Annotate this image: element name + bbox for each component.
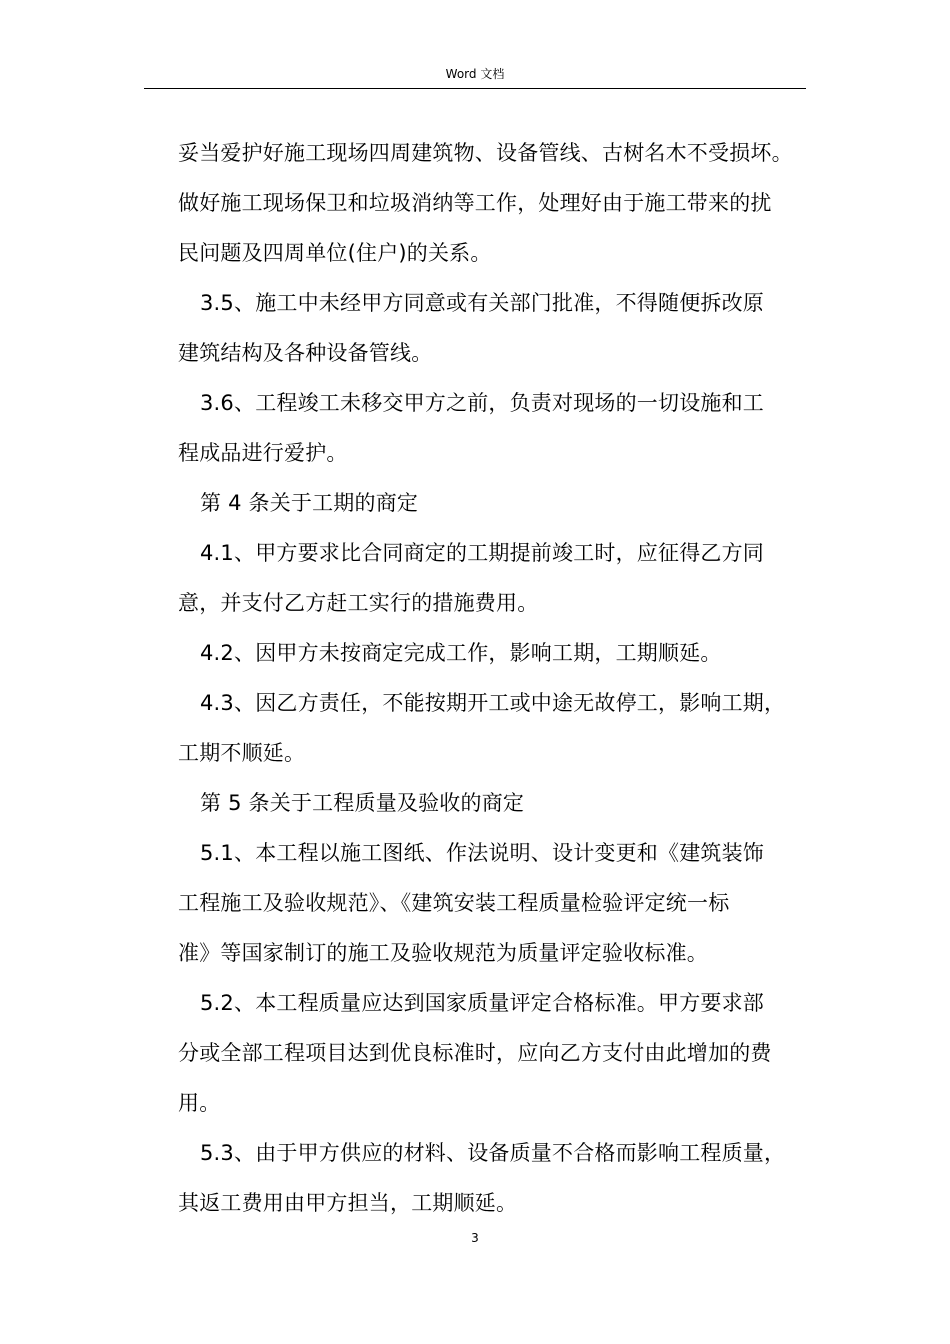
paragraph-line: 做好施工现场保卫和垃圾消纳等工作，处理好由于施工带来的扰 [178,191,772,215]
clause-5-2-line: 5.2、本工程质量应达到国家质量评定合格标准。甲方要求部 [200,991,764,1015]
paragraph-line: 程成品进行爱护。 [178,441,348,465]
section-heading-4: 第 4 条关于工期的商定 [200,491,419,515]
clause-4-1-line: 4.1、甲方要求比合同商定的工期提前竣工时，应征得乙方同 [200,541,764,565]
paragraph-line: 工程施工及验收规范》、《建筑安装工程质量检验评定统一标 [178,891,730,915]
page-number: 3 [471,1231,479,1245]
section-heading-5: 第 5 条关于工程质量及验收的商定 [200,791,525,815]
clause-3-5-line: 3.5、施工中未经甲方同意或有关部门批准，不得随便拆改原 [200,291,764,315]
paragraph-line: 其返工费用由甲方担当，工期顺延。 [178,1191,518,1215]
header-divider [144,88,806,89]
clause-5-1-line: 5.1、本工程以施工图纸、作法说明、设计变更和《建筑装饰 [200,841,764,865]
clause-5-3-line: 5.3、由于甲方供应的材料、设备质量不合格而影响工程质量， [200,1141,786,1165]
paragraph-line: 准》等国家制订的施工及验收规范为质量评定验收标准。 [178,941,708,965]
paragraph-line: 用。 [178,1091,221,1115]
clause-4-3-line: 4.3、因乙方责任，不能按期开工或中途无故停工，影响工期， [200,691,786,715]
clause-4-2-line: 4.2、因甲方未按商定完成工作，影响工期，工期顺延。 [200,641,722,665]
document-body [178,128,818,1228]
paragraph-line: 民问题及四周单位(住户)的关系。 [178,241,492,265]
paragraph-line: 建筑结构及各种设备管线。 [178,341,433,365]
paragraph-line: 意，并支付乙方赶工实行的措施费用。 [178,591,539,615]
clause-3-6-line: 3.6、工程竣工未移交甲方之前，负责对现场的一切设施和工 [200,391,764,415]
paragraph-line: 工期不顺延。 [178,741,306,765]
paragraph-line: 分或全部工程项目达到优良标准时，应向乙方支付由此增加的费 [178,1041,772,1065]
paragraph-line: 妥当爱护好施工现场四周建筑物、设备管线、古树名木不受损坏。 [178,141,793,165]
page-header-title: Word 文档 [445,67,505,81]
